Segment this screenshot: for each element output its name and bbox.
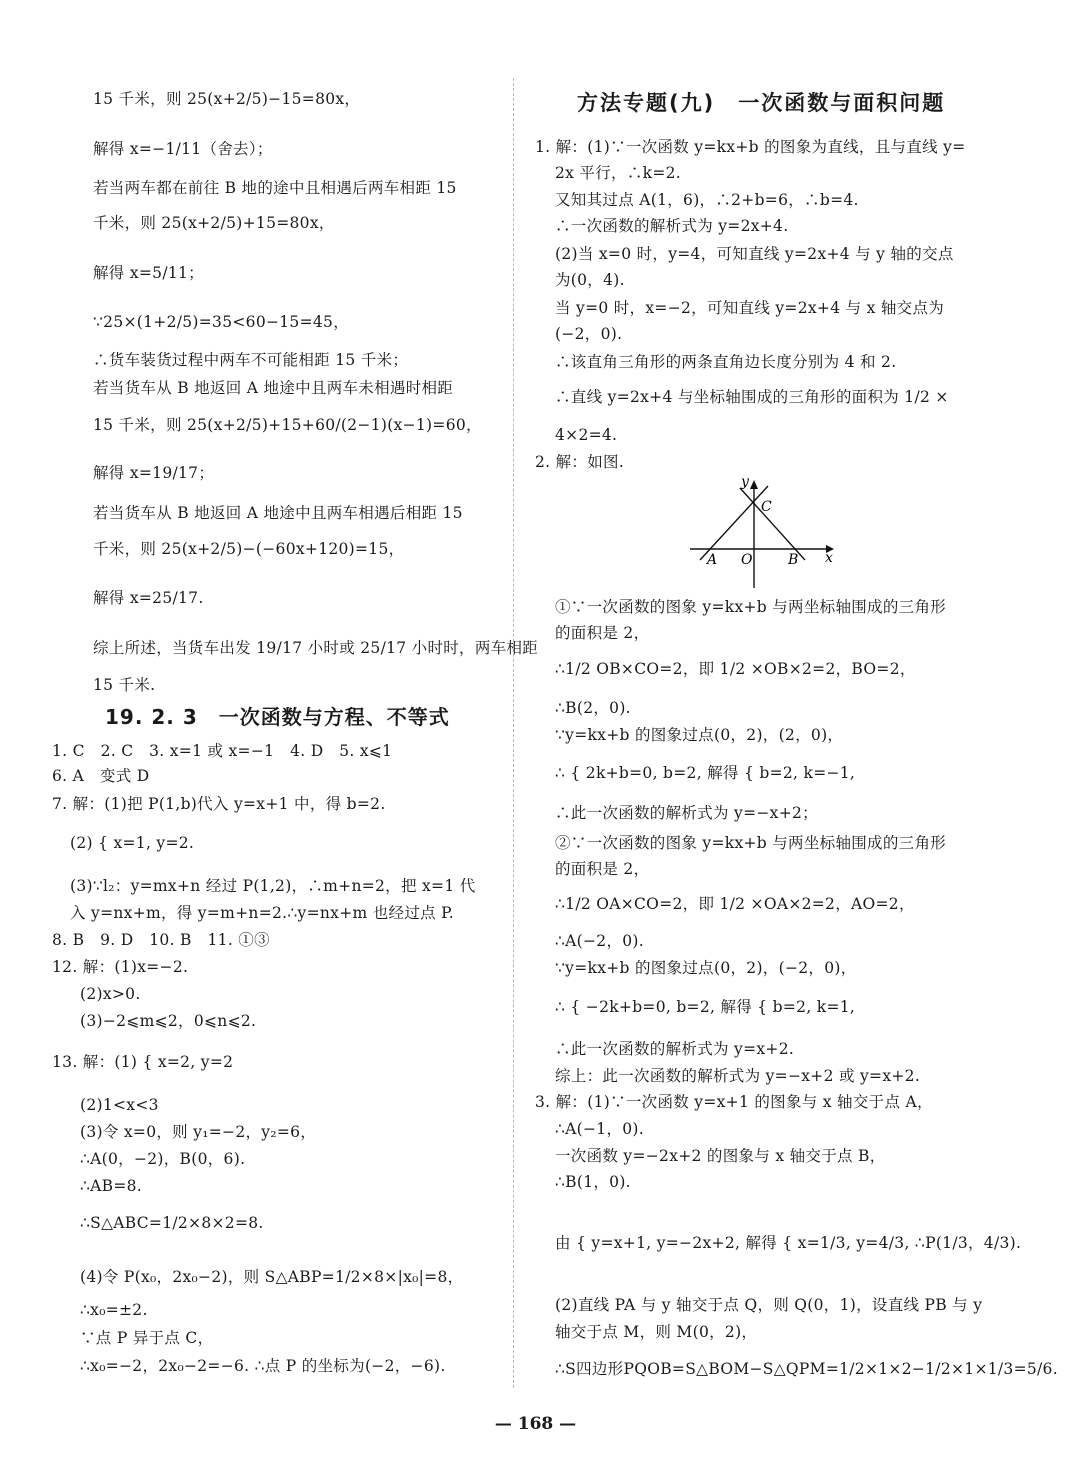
text-line: 2. 解：如图.: [535, 453, 625, 471]
text-line: 一次函数 y=−2x+2 的图象与 x 轴交于点 B，: [555, 1147, 886, 1165]
text-line: 若当两车都在前往 B 地的途中且相遇后两车相距 15: [93, 179, 457, 197]
text-line: 由 { y=x+1, y=−2x+2, 解得 { x=1/3, y=4/3, ∴P(1/3，4/3).: [555, 1234, 1022, 1252]
page-number: — 168 —: [494, 1414, 577, 1434]
method-topic-title: 方法专题(九) 一次函数与面积问题: [577, 91, 946, 115]
point-c-label: C: [761, 499, 772, 515]
text-line: 解得 x=25/17.: [93, 589, 204, 607]
text-line: ①∵一次函数的图象 y=kx+b 与两坐标轴围成的三角形: [555, 598, 947, 616]
text-line: (−2，0).: [555, 325, 623, 343]
text-line: ∴ { −2k+b=0, b=2, 解得 { b=2, k=1,: [555, 998, 856, 1016]
text-line: ∴此一次函数的解析式为 y=−x+2；: [555, 804, 818, 822]
text-line: ∴S四边形PQOB=S△BOM−S△QPM=1/2×1×2−1/2×1×1/3=5/6.: [555, 1360, 1058, 1378]
text-line: ∴一次函数的解析式为 y=2x+4.: [555, 217, 789, 235]
origin-label: O: [741, 552, 753, 568]
text-line: 又知其过点 A(1，6)，∴2+b=6，∴b=4.: [555, 191, 859, 209]
text-line: 若当货车从 B 地返回 A 地途中且两车相遇后相距 15: [93, 504, 463, 522]
answer-line: (3)令 x=0，则 y₁=−2，y₂=6，: [80, 1123, 317, 1141]
text-line: ∴B(1，0).: [555, 1173, 631, 1191]
text-line: 15 千米.: [93, 676, 156, 694]
text-line: 解得 x=5/11；: [93, 264, 204, 282]
text-line: 2x 平行，∴k=2.: [555, 164, 681, 182]
answer-line: ∴A(0，−2)，B(0，6).: [80, 1150, 246, 1168]
text-line: ∴此一次函数的解析式为 y=x+2.: [555, 1040, 795, 1058]
text-line: 15 千米，则 25(x+2/5)+15+60/(2−1)(x−1)=60，: [93, 416, 482, 434]
answer-line: (4)令 P(x₀，2x₀−2)，则 S△ABP=1/2×8×|x₀|=8，: [80, 1268, 464, 1286]
text-line: ∴1/2 OB×CO=2，即 1/2 ×OB×2=2，BO=2，: [555, 660, 916, 678]
answer-line: ∴AB=8.: [80, 1177, 143, 1195]
text-line: 4×2=4.: [555, 426, 618, 444]
text-line: ∵y=kx+b 的图象过点(0，2)，(2，0)，: [555, 726, 844, 744]
text-line: ∴货车装货过程中两车不可能相距 15 千米；: [93, 351, 409, 369]
text-line: 为(0，4).: [555, 271, 625, 289]
answer-line: (2)x>0.: [80, 985, 141, 1003]
text-line: 3. 解：(1)∵一次函数 y=x+1 的图象与 x 轴交于点 A，: [535, 1093, 933, 1111]
section-title: 19. 2. 3 一次函数与方程、不等式: [105, 705, 450, 729]
text-line: ∵25×(1+2/5)=35<60−15=45，: [93, 313, 350, 331]
text-line: 综上：此一次函数的解析式为 y=−x+2 或 y=x+2.: [555, 1067, 921, 1085]
answer-line: (3)∵l₂：y=mx+n 经过 P(1,2)，∴m+n=2，把 x=1 代: [70, 877, 476, 895]
point-a-label: A: [707, 552, 718, 568]
text-line: 千米，则 25(x+2/5)−(−60x+120)=15，: [93, 540, 405, 558]
coordinate-graph: [688, 476, 838, 591]
text-line: 15 千米，则 25(x+2/5)−15=80x，: [93, 90, 361, 108]
text-line: 的面积是 2，: [555, 860, 650, 878]
answer-line: (2)1<x<3: [80, 1096, 159, 1114]
answer-line: 12. 解：(1)x=−2.: [52, 958, 189, 976]
text-line: 千米，则 25(x+2/5)+15=80x，: [93, 214, 335, 232]
answer-line: (2) { x=1, y=2.: [70, 834, 195, 852]
answer-line: 8. B 9. D 10. B 11. ①③: [52, 931, 270, 949]
text-line: 解得 x=19/17；: [93, 464, 215, 482]
text-line: 当 y=0 时，x=−2，可知直线 y=2x+4 与 x 轴交点为: [555, 299, 945, 317]
text-line: 综上所述，当货车出发 19/17 小时或 25/17 小时时，两车相距: [93, 639, 539, 657]
y-axis-arrow: [750, 480, 758, 489]
text-line: 解得 x=−1/11（舍去）；: [93, 140, 273, 158]
answer-line: ∴S△ABC=1/2×8×2=8.: [80, 1214, 264, 1232]
y-axis-label: y: [741, 476, 749, 490]
text-line: ∴1/2 OA×CO=2，即 1/2 ×OA×2=2，AO=2，: [555, 895, 915, 913]
answer-line: ∴x₀=−2，2x₀−2=−6. ∴点 P 的坐标为(−2，−6).: [80, 1357, 446, 1375]
text-line: ∴ { 2k+b=0, b=2, 解得 { b=2, k=−1,: [555, 764, 856, 782]
text-line: 1. 解：(1)∵一次函数 y=kx+b 的图象为直线，且与直线 y=: [535, 138, 966, 156]
text-line: ∴A(−2，0).: [555, 932, 644, 950]
text-line: 的面积是 2，: [555, 624, 650, 642]
text-line: 若当货车从 B 地返回 A 地途中且两车未相遇时相距: [93, 379, 454, 397]
text-line: ∴该直角三角形的两条直角边长度分别为 4 和 2.: [555, 353, 897, 371]
column-divider: [513, 78, 514, 1388]
answer-line: 入 y=nx+m，得 y=m+n=2.∴y=nx+m 也经过点 P.: [70, 904, 454, 922]
point-b-label: B: [788, 552, 799, 568]
text-line: ∴A(−1，0).: [555, 1120, 644, 1138]
answer-line: 7. 解：(1)把 P(1,b)代入 y=x+1 中，得 b=2.: [52, 795, 386, 813]
answer-line: (3)−2⩽m⩽2，0⩽n⩽2.: [80, 1012, 257, 1030]
text-line: ∴直线 y=2x+4 与坐标轴围成的三角形的面积为 1/2 ×: [555, 388, 949, 406]
text-line: ∴B(2，0).: [555, 699, 631, 717]
text-line: ∵y=kx+b 的图象过点(0，2)，(−2，0)，: [555, 959, 857, 977]
x-axis-label: x: [825, 550, 833, 566]
answer-line: 6. A 变式 D: [52, 767, 150, 785]
answer-line: ∵点 P 异于点 C，: [80, 1329, 214, 1347]
text-line: 轴交于点 M，则 M(0，2)，: [555, 1323, 758, 1341]
text-line: (2)直线 PA 与 y 轴交于点 Q，则 Q(0，1)，设直线 PB 与 y: [555, 1296, 983, 1314]
answer-line: 13. 解：(1) { x=2, y=2: [52, 1053, 234, 1071]
answer-line: ∴x₀=±2.: [80, 1301, 148, 1319]
text-line: (2)当 x=0 时，y=4，可知直线 y=2x+4 与 y 轴的交点: [555, 245, 954, 263]
text-line: ②∵一次函数的图象 y=kx+b 与两坐标轴围成的三角形: [555, 834, 947, 852]
answer-line: 1. C 2. C 3. x=1 或 x=−1 4. D 5. x⩽1: [52, 742, 393, 760]
